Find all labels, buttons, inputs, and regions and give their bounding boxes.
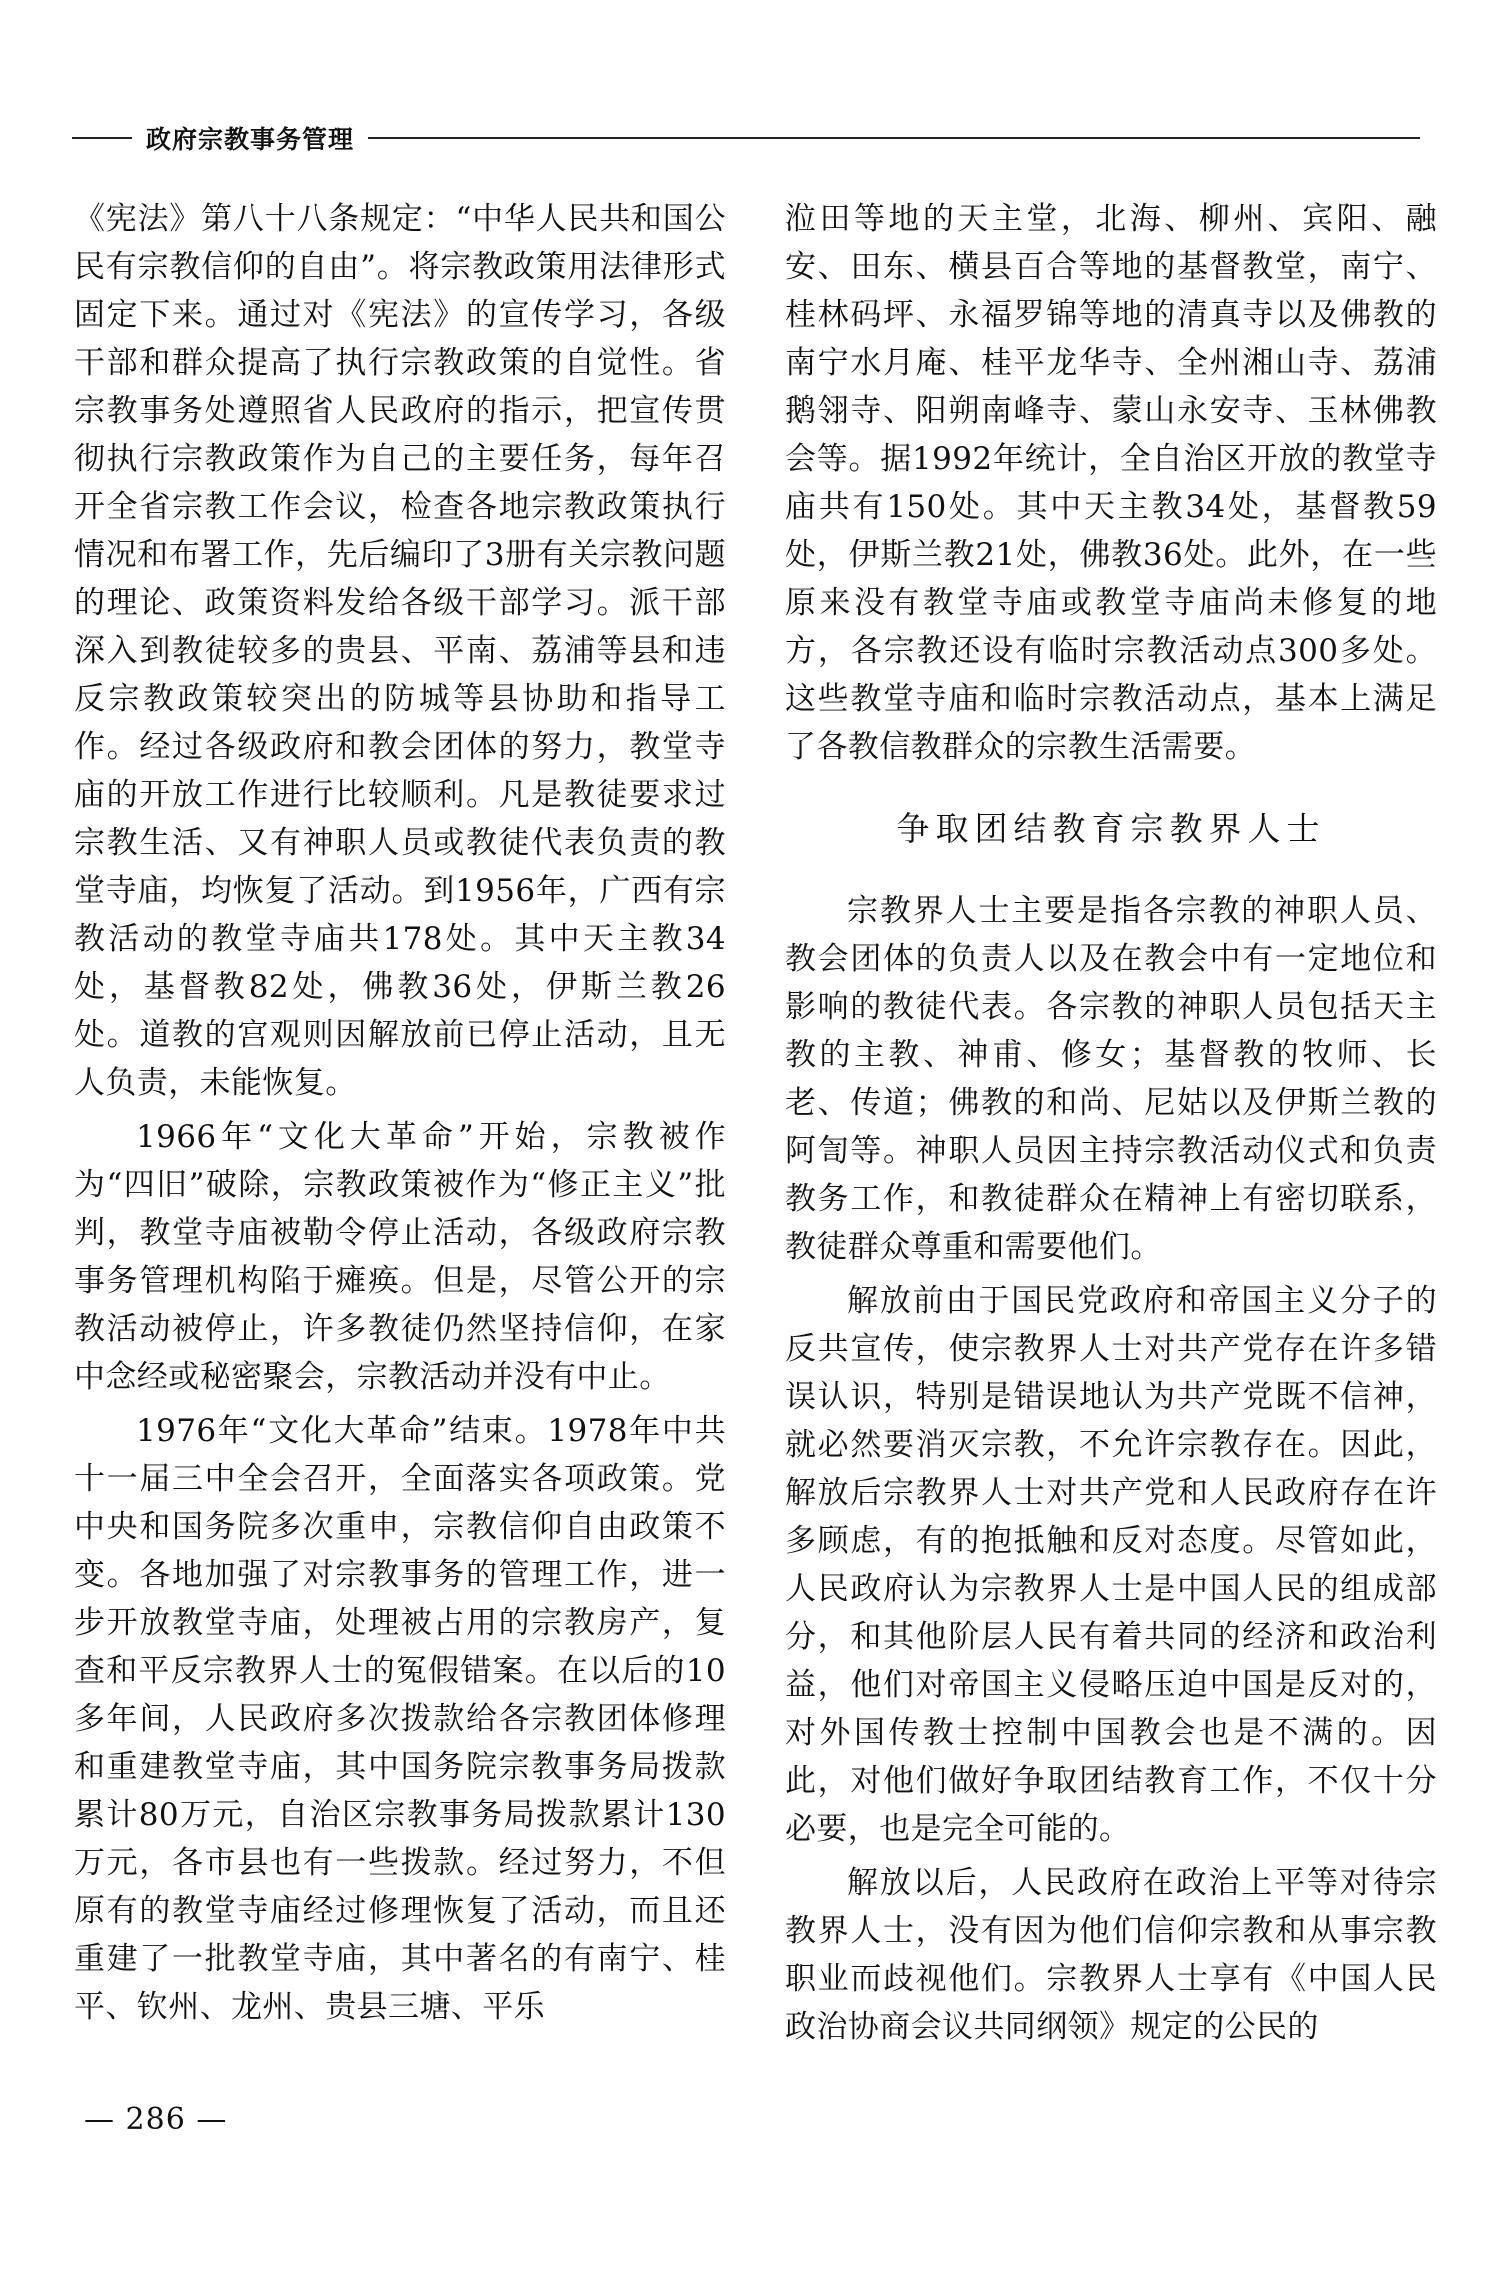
paragraph-left-3: 1976年“文化大革命”结束。1978年中共十一届三中全会召开，全面落实各项政策。党中央和国务院多次重申，宗教信仰自由政策不变。各地加强了对宗教事务的管理工作，进一步开放教堂寺庙，处理被占用的宗教房产，复查和平反宗教界人士的冤假错案。在以后的10多年间，人民政府多次拨款给各宗教团体修理和重建教堂寺庙，其中国务院宗教事务局拨款累计80万元，自治区宗教事务局拨款累计130万元，各市县也有一些拨款。经过努力，不但原有的教堂寺庙经过修理恢复了活动，而且还重建了一批教堂寺庙，其中著名的有南宁、桂平、钦州、龙州、贵县三塘、平乐 bbox=[74, 1413, 726, 2025]
paragraph-right-3: 解放前由于国民党政府和帝国主义分子的反共宣传，使宗教界人士对共产党存在许多错误认识，特别是错误地认为共产党既不信神，就必然要消灭宗教，不允许宗教存在。因此，解放后宗教界人士对共产党和人民政府存在许多顾虑，有的抱抵触和反对态度。尽管如此，人民政府认为宗教界人士是中国人民的组成部分，和其他阶层人民有着共同的经济和政治利益，他们对帝国主义侵略压迫中国是反对的，对外国传教士控制中国教会也是不满的。因此，对他们做好争取团结教育工作，不仅十分必要，也是完全可能的。 bbox=[785, 1283, 1437, 1847]
header-rule-left bbox=[72, 137, 132, 139]
header-title: 政府宗教事务管理 bbox=[146, 125, 355, 154]
page-number: — 286 — bbox=[84, 2102, 228, 2137]
paragraph-left-2: 1966年“文化大革命”开始，宗教被作为“四旧”破除，宗教政策被作为“修正主义”批判，教堂寺庙被勒令停止活动，各级政府宗教事务管理机构陷于瘫痪。但是，尽管公开的宗教活动被停止，许多教徒仍然坚持信仰，在家中念经或秘密聚会，宗教活动并没有中止。 bbox=[74, 1119, 726, 1395]
paragraph-right-1: 涖田等地的天主堂，北海、柳州、宾阳、融安、田东、横县百合等地的基督教堂，南宁、桂林码坪、永福罗锦等地的清真寺以及佛教的南宁水月庵、桂平龙华寺、全州湘山寺、荔浦鹅翎寺、阳朔南峰寺、蒙山永安寺、玉林佛教会等。据1992年统计，全自治区开放的教堂寺庙共有150处。其中天主教34处，基督教59处，伊斯兰教21处，佛教36处。此外，在一些原来没有教堂寺庙或教堂寺庙尚未修复的地方，各宗教还设有临时宗教活动点300多处。这些教堂寺庙和临时宗教活动点，基本上满足了各教信教群众的宗教生活需要。 bbox=[785, 201, 1437, 765]
paragraph-left-1: 《宪法》第八十八条规定：“中华人民共和国公民有宗教信仰的自由”。将宗教政策用法律形式固定下来。通过对《宪法》的宣传学习，各级干部和群众提高了执行宗教政策的自觉性。省宗教事务处遵照省人民政府的指示，把宣传贯彻执行宗教政策作为自己的主要任务，每年召开全省宗教工作会议，检查各地宗教政策执行情况和布署工作，先后编印了3册有关宗教问题的理论、政策资料发给各级干部学习。派干部深入到教徒较多的贵县、平南、荔浦等县和违反宗教政策较突出的防城等县协助和指导工作。经过各级政府和教会团体的努力，教堂寺庙的开放工作进行比较顺利。凡是教徒要求过宗教生活、又有神职人员或教徒代表负责的教堂寺庙，均恢复了活动。到1956年，广西有宗教活动的教堂寺庙共178处。其中天主教34处，基督教82处，佛教36处，伊斯兰教26处。道教的宫观则因解放前已停止活动，且无人负责，未能恢复。 bbox=[74, 201, 726, 1101]
paragraph-right-2: 宗教界人士主要是指各宗教的神职人员、教会团体的负责人以及在教会中有一定地位和影响的教徒代表。各宗教的神职人员包括天主教的主教、神甫、修女；基督教的牧师、长老、传道；佛教的和尚、尼姑以及伊斯兰教的阿訇等。神职人员因主持宗教活动仪式和负责教务工作，和教徒群众在精神上有密切联系，教徒群众尊重和需要他们。 bbox=[785, 893, 1437, 1265]
header-rule-right bbox=[368, 137, 1420, 139]
section-heading: 争取团结教育宗教界人士 bbox=[896, 809, 1326, 848]
paragraph-right-4: 解放以后，人民政府在政治上平等对待宗教界人士，没有因为他们信仰宗教和从事宗教职业而歧视他们。宗教界人士享有《中国人民政治协商会议共同纲领》规定的公民的 bbox=[785, 1865, 1437, 2045]
running-header bbox=[72, 118, 1420, 158]
right-column bbox=[785, 195, 1437, 2057]
left-column bbox=[74, 195, 726, 2037]
